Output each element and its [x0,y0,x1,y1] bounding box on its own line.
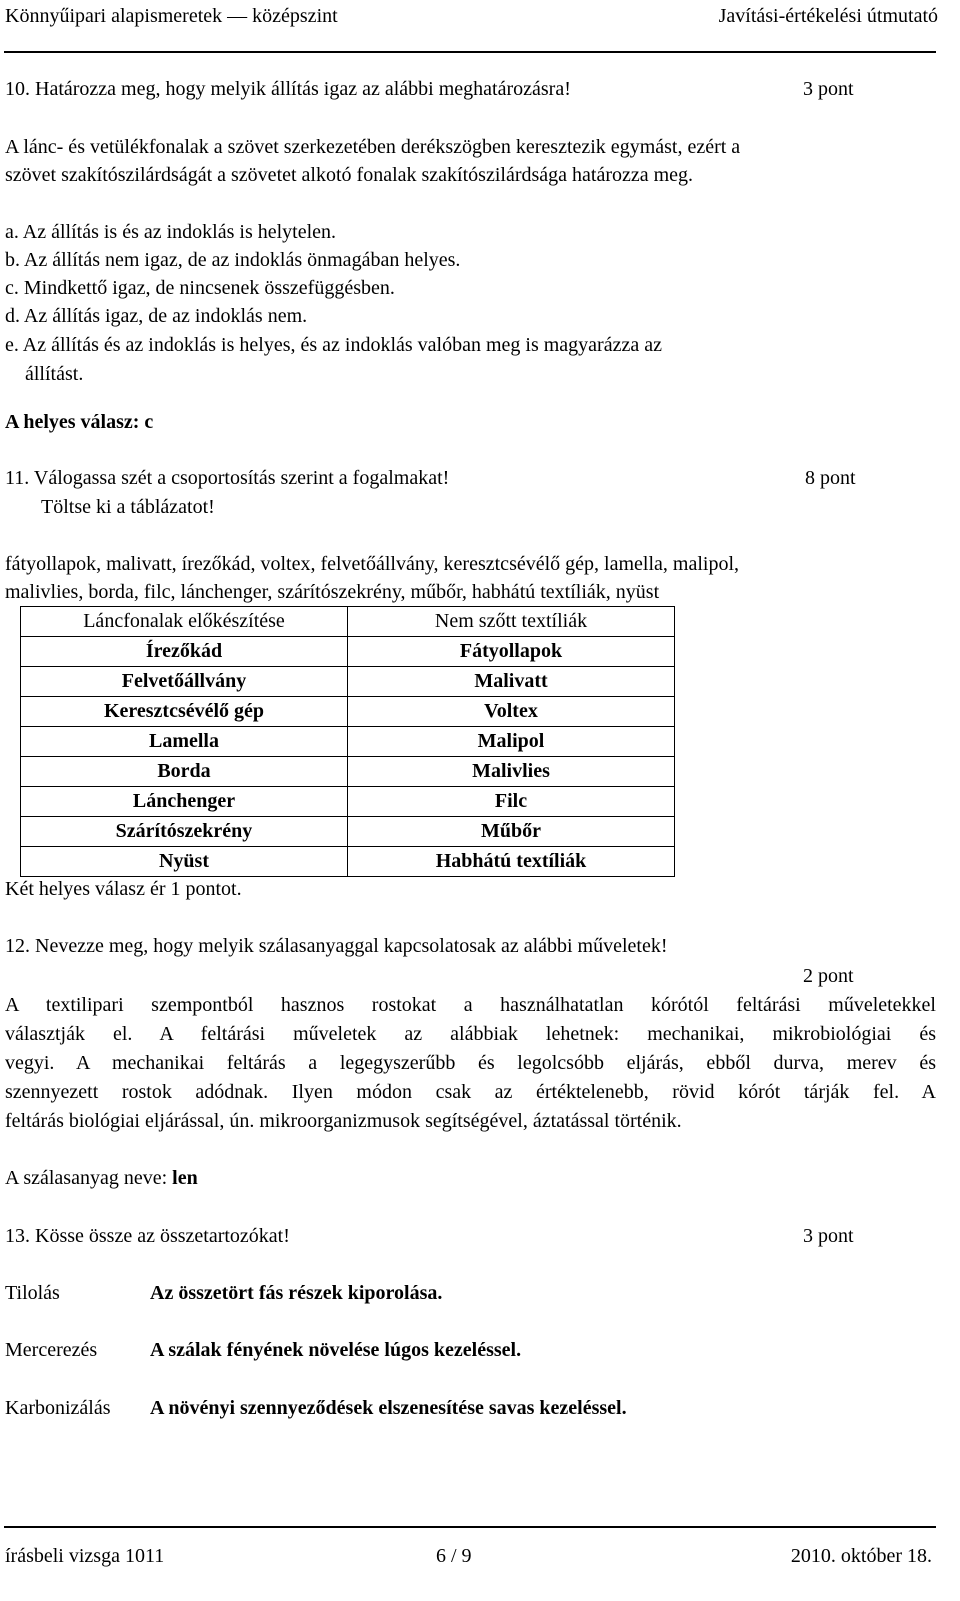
q13-description: A szálak fényének növelése lúgos kezeléssel. [150,1339,522,1361]
q13-term: Tilolás [5,1282,60,1304]
table-cell: Keresztcsévélő gép [21,697,348,727]
q10-option-c: c. Mindkettő igaz, de nincsenek összefüggésben. [5,277,395,299]
q10-option-a: a. Az állítás is és az indoklás is helytelen. [5,221,337,243]
table-cell: Lamella [21,727,348,757]
q10-statement-line-1: A lánc- és vetülékfonalak a szövet szerkezetében derékszögben keresztezik egymást, ezért a [5,136,741,158]
q10-option-e-cont: állítást. [25,363,84,385]
q12-answer [5,1168,198,1188]
q13-term: Mercerezés [5,1339,98,1361]
q11-note: Két helyes válasz ér 1 pontot. [5,878,242,900]
table-cell: Felvetőállvány [21,667,348,697]
q11-terms-line-1: fátyollapok, malivatt, írezőkád, voltex, felvetőállvány, keresztcsévélő gép, lamella, malipol, [5,553,739,575]
header-rule [4,51,936,53]
table-cell: Malivlies [348,757,675,787]
q10-option-b: b. Az állítás nem igaz, de az indoklás önmagában helyes. [5,249,461,271]
q12-text-line-3: vegyi. A mechanikai feltárás a legegyszerűbb és legolcsóbb eljárás, ebből durva, merev és [5,1052,936,1074]
table-row [21,697,675,727]
table-cell: Borda [21,757,348,787]
footer-rule [4,1526,936,1528]
q13-points: 3 pont [803,1225,854,1247]
category-table [20,606,675,877]
footer-exam-id: írásbeli vizsga 1011 [5,1545,165,1567]
q10-option-d: d. Az állítás igaz, de az indoklás nem. [5,305,308,327]
q12-text-line-2: választják el. A feltárási műveletek az alábbiak lehetnek: mechanikai, mikrobiológiai és [5,1023,936,1045]
table-cell: Műbőr [348,817,675,847]
q13-term: Karbonizálás [5,1397,111,1419]
table-row [21,637,675,667]
q11-terms-line-2: malivlies, borda, filc, lánchenger, szárítószekrény, műbőr, habhátú textíliák, nyüst [5,581,660,603]
table-row [21,727,675,757]
table-row [21,817,675,847]
q10-points: 3 pont [803,78,854,100]
table-row [21,667,675,697]
q12-points: 2 pont [803,965,854,987]
table-cell: Filc [348,787,675,817]
q12-text-line-1: A textilipari szempontból hasznos rostokat a használhatatlan kórótól feltárási műveletekkel [5,994,936,1016]
q10-title: 10. Határozza meg, hogy melyik állítás igaz az alábbi meghatározásra! [5,78,571,100]
footer-date: 2010. október 18. [790,1545,932,1567]
q10-statement-line-2: szövet szakítószilárdságát a szövetet alkotó fonalak szakítószilárdsága határozza meg. [5,164,694,186]
table-row [21,847,675,877]
table-row [21,757,675,787]
q11-title: 11. Válogassa szét a csoportosítás szerint a fogalmakat! [5,467,450,489]
table-header-warp-prep: Láncfonalak előkészítése [21,607,348,637]
table-cell: Habhátú textíliák [348,847,675,877]
table-cell: Lánchenger [21,787,348,817]
header-title: Könnyűipari alapismeretek — középszint [5,5,338,27]
q10-option-e: e. Az állítás és az indoklás is helyes, és az indoklás valóban meg is magyarázza az [5,334,662,356]
q11-subtitle: Töltse ki a táblázatot! [41,496,215,518]
table-cell: Fátyollapok [348,637,675,667]
table-cell: Voltex [348,697,675,727]
q13-title: 13. Kösse össze az összetartozókat! [5,1225,290,1247]
table-cell: Írezőkád [21,637,348,667]
q12-text-line-4: szennyezett rostok adódnak. Ilyen módon csak az értéktelenebb, rövid kórót tárják fel. A [5,1081,936,1103]
page-number: 6 / 9 [436,1545,472,1567]
q12-text-line-5: feltárás biológiai eljárással, ún. mikroorganizmusok segítségével, áztatással történik. [5,1110,682,1132]
q12-answer-value: len [172,1167,198,1189]
q12-answer-label: A szálasanyag neve: [5,1167,168,1189]
table-header-nonwoven: Nem szőtt textíliák [348,607,675,637]
q13-description: Az összetört fás részek kiporolása. [150,1282,443,1304]
q13-description: A növényi szennyeződések elszenesítése savas kezeléssel. [150,1397,627,1419]
q12-title: 12. Nevezze meg, hogy melyik szálasanyaggal kapcsolatosak az alábbi műveletek! [5,935,668,957]
table-cell: Nyüst [21,847,348,877]
q10-answer: A helyes válasz: c [5,411,154,433]
q11-points: 8 pont [805,467,856,489]
header-subtitle: Javítási-értékelési útmutató [718,5,938,27]
table-cell: Malivatt [348,667,675,697]
table-cell: Szárítószekrény [21,817,348,847]
table-row [21,787,675,817]
table-cell: Malipol [348,727,675,757]
